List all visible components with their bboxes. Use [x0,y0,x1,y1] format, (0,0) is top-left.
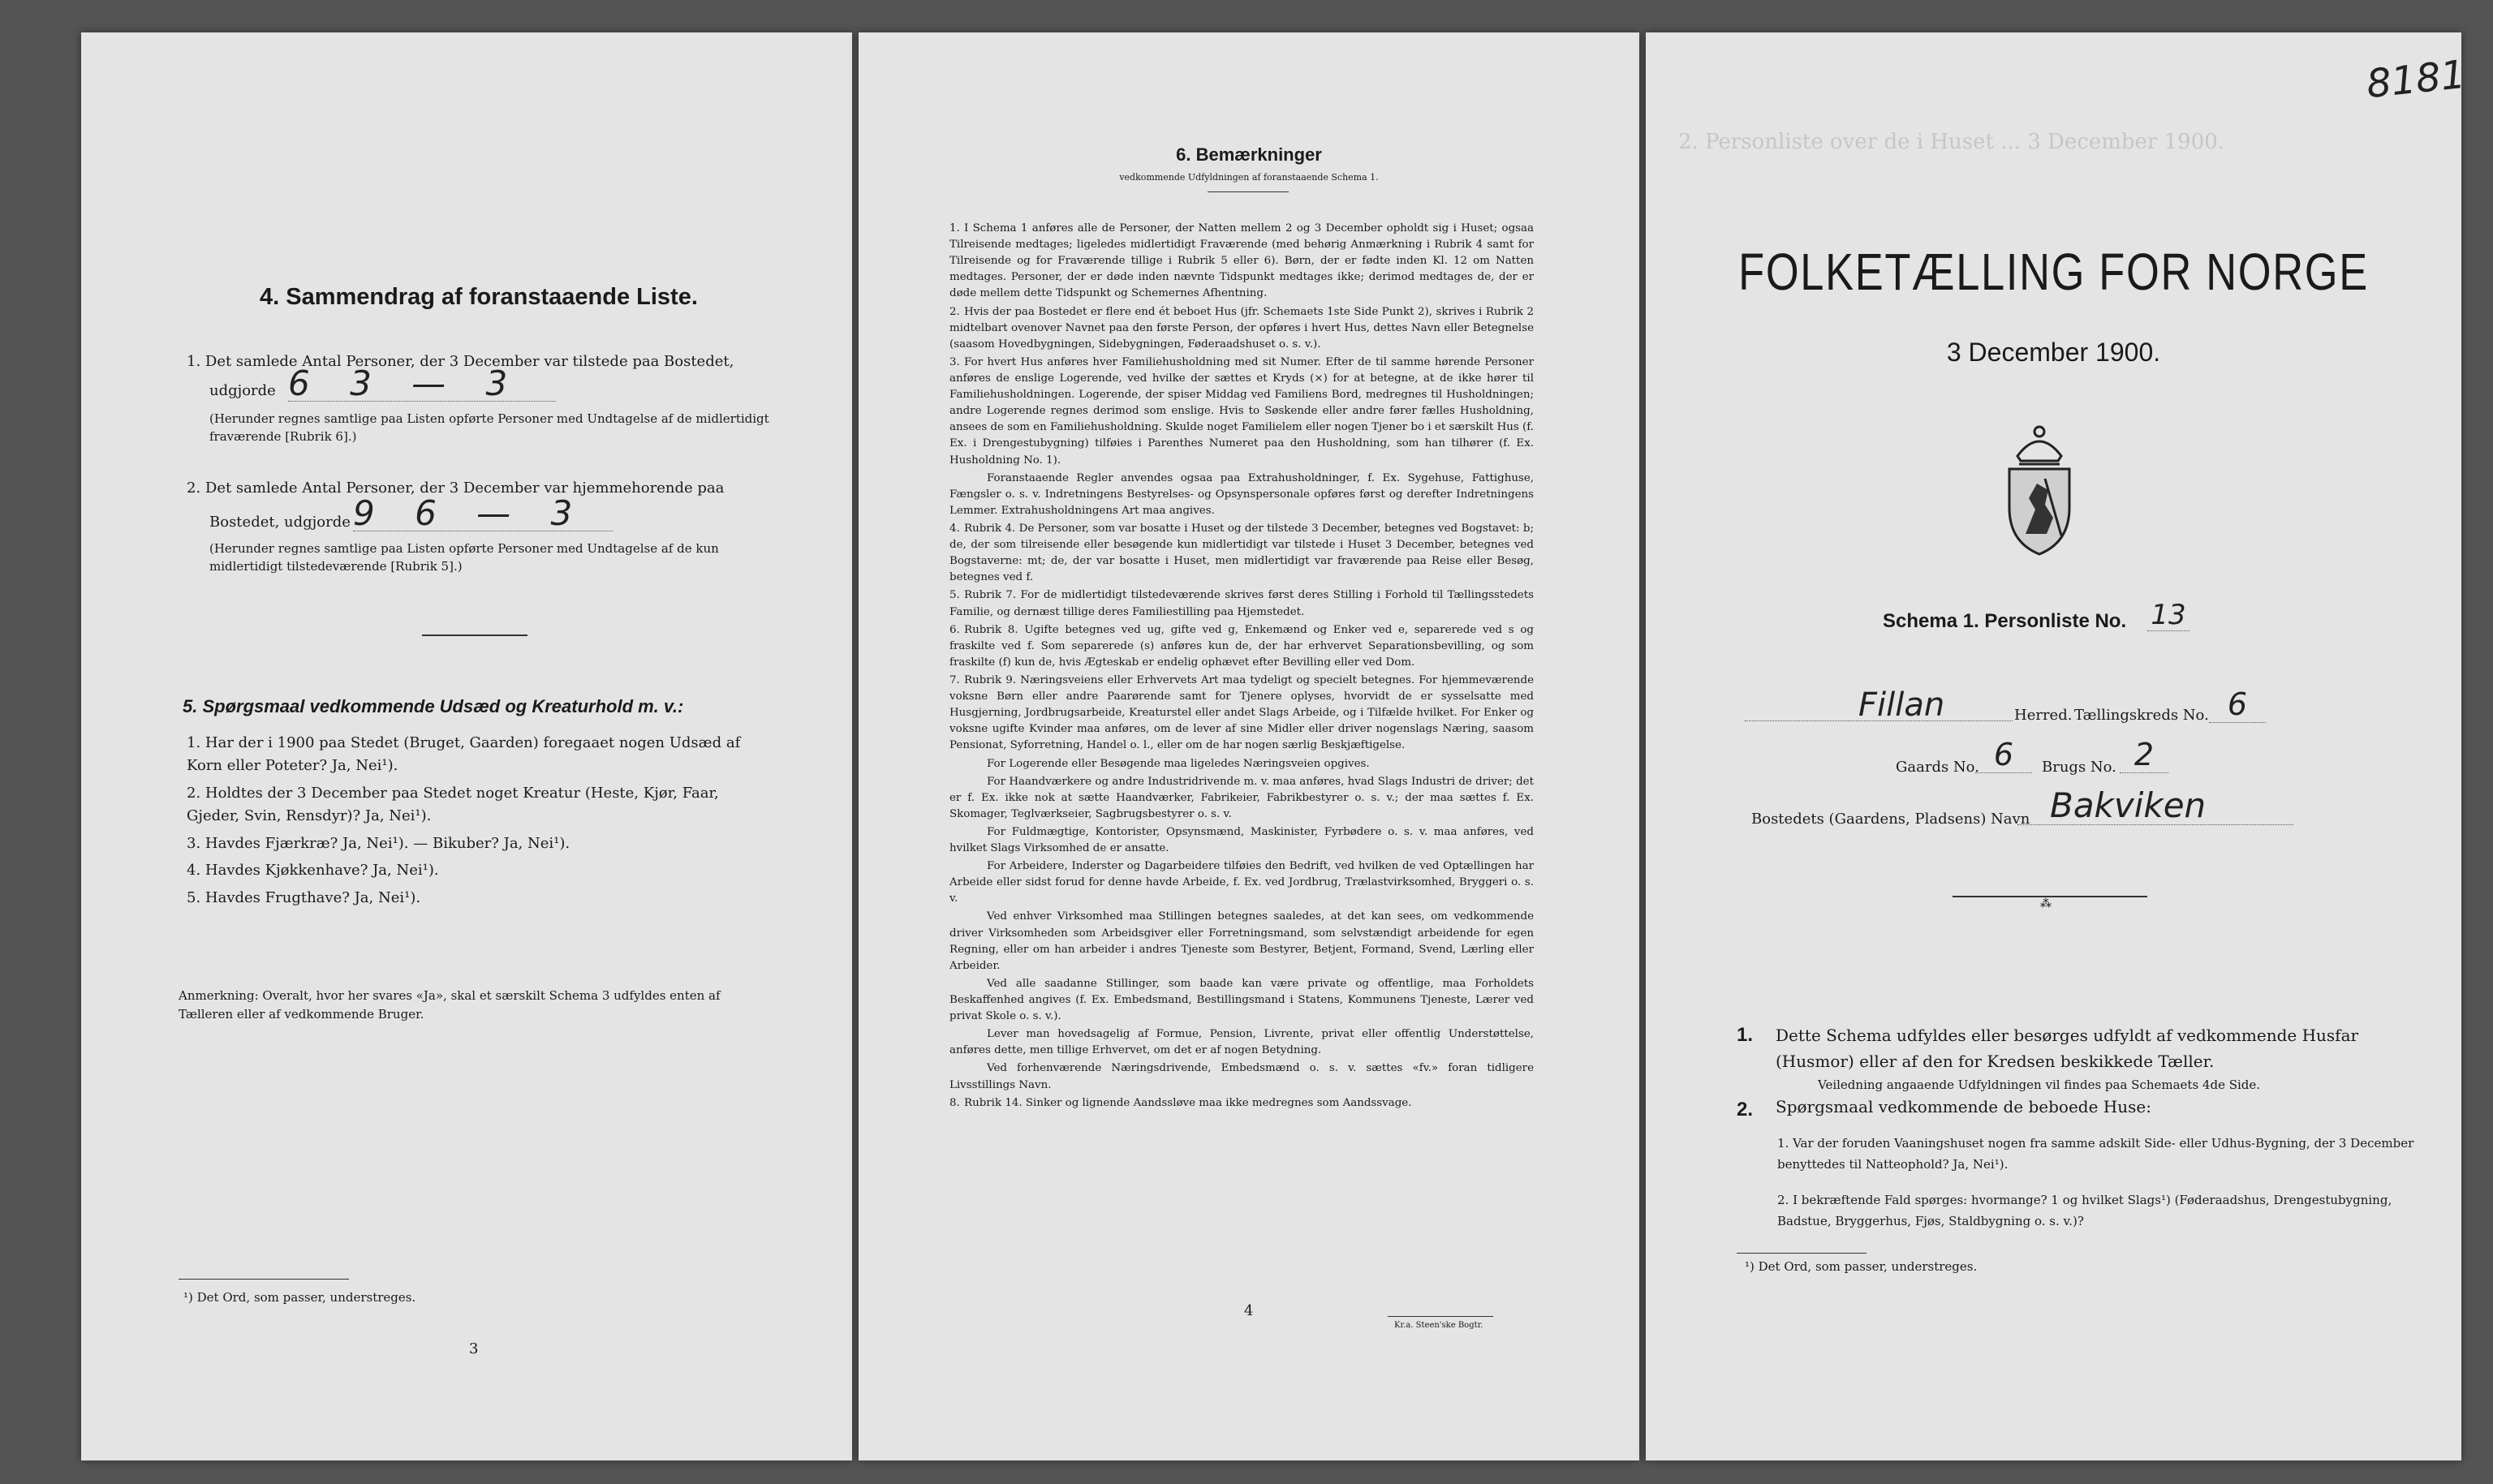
remark-text: Foranstaaende Regler anvendes ogsaa paa Extrahusholdninger, f. Ex. Sygehuse, Fattighuse, Fængsler o. s. v. Indretningens Bestyrelses- og Opsynspersonale opføres først og derefter Indretningens Lemmer. Extrahusholdningens Art maa angives. [949,471,1534,517]
remark-text: For Arbeidere, Inderster og Dagarbeidere tilføies den Bedrift, ved hvilken de ved Optællingen har Arbeide eller sidst forud for denne havde Arbeide, f. Ex. ved Jordbrug, Trælastvirksomhed, Bryggeri o. s. v. [949,860,1534,905]
herred-label: Herred. [2014,707,2073,724]
remark-number: 7. [949,673,960,686]
footnote-rule [1737,1253,1867,1254]
remark-paragraph [949,756,1534,772]
item2-line2: Bostedet, udgjorde [209,514,351,531]
remark-text: Ved enhver Virksomhed maa Stillingen betegnes saaledes, at det kan sees, om vedkommende driver Virksomheden som Arbeidsgiver eller Forretningsmand, som selvstændigt arbeidende for egen Regning, eller om han arbeider i andres Tjeneste som Bestyrer, Betjent, Formand, Svend, Lærling eller Arbeider. [949,910,1534,972]
remark-text: For Fuldmægtige, Kontorister, Opsynsmænd, Maskinister, Fyrbødere o. s. v. maa anføres, ved hvilket Slags Virksomhed de er ansatte. [949,825,1534,855]
right-page [1646,32,2468,1460]
printer-line: Kr.a. Steen'ske Bogtr. [1394,1321,1483,1330]
remark-paragraph [949,673,1534,755]
norway-coat-of-arms-icon [1995,420,2084,558]
remark-paragraph [949,587,1534,620]
question-list [187,732,771,914]
bosted-name: Bakviken [2017,787,2293,825]
item2-line: 2. Det samlede Antal Personer, der 3 December var hjemmehorende paa [187,480,725,497]
remark-paragraph [949,1060,1534,1093]
remark-paragraph [949,774,1534,823]
remark-number: 5. [949,589,960,602]
census-date: 3 December 1900. [1946,338,2161,367]
question-4: 4. Havdes Kjøkkenhave? Ja, Nei¹). [187,862,439,880]
instruction-1-number: 1. [1737,1024,1754,1046]
brugs-label: Brugs No. [2042,759,2116,776]
remark-text: Rubrik 14. Sinker og lignende Aandssløve maa ikke medregnes som Aandssvage. [964,1096,1412,1109]
remark-number: 6. [949,623,960,636]
item1-values: 6 3 — 3 [288,367,556,402]
remark-paragraph [949,1095,1534,1112]
remark-paragraph [949,622,1534,671]
remark-paragraph [949,824,1534,857]
instruction-2: Spørgsmaal vedkommende de beboede Huse: [1776,1097,2151,1116]
instruction-1: Dette Schema udfyldes eller besørges udfyldt af vedkommende Husfar (Husmor) eller af den for Kredsen beskikkede Tæller. [1776,1026,2359,1071]
remark-text: Rubrik 8. Ugifte betegnes ved ug, gifte ved g, Enkemænd og Enker ved e, separerede ved s og fraskilte ved f. Som separerede (s) anføres kun de, der har erhvervet Separationsbevilling, og som fraskilte (f) kun de, hvis Ægteskab er endelig ophævet efter Bevilling eller ved Dom. [949,623,1534,669]
remark-text: For Haandværkere og andre Industridrivende m. v. maa anføres, hvad Slags Industri de driver; det er f. Ex. ikke nok at sætte Haandværker, Fabrikeier, Fabrikbestyrer o. s. v.; der maa sættes f. Ex. Skomager, Teglværkseier, Sagbrugsbestyrer o. s. v. [949,775,1534,820]
remark-paragraph [949,909,1534,974]
remark-text: Lever man hovedsagelig af Formue, Pension, Livrente, privat eller offentlig Understøttelse, anføres dette, men tillige Erhvervet, om det er af nogen Betydning. [949,1028,1534,1057]
kreds-label: Tællingskreds No. [2074,707,2209,724]
question-5: 5. Havdes Frugthave? Ja, Nei¹). [187,889,421,907]
remark-number: 8. [949,1096,960,1109]
remarks-title: 6. Bemærkninger [1176,144,1322,165]
gaards-label: Gaards No. [1896,759,1979,776]
remark-paragraph [949,304,1534,353]
question-1: 1. Har der i 1900 paa Stedet (Bruget, Gaarden) foregaaet nogen Udsæd af Korn eller Poteter? Ja, Nei¹). [187,734,741,774]
remark-number: 4. [949,522,960,535]
remark-paragraph [949,221,1534,303]
remark-text: Rubrik 7. For de midlertidigt tilstedeværende skrives først deres Stilling i Forhold til Tællingsstedets Familie, og dernæst tillige deres Familiestilling paa Hjemstedet. [949,589,1534,618]
instruction-2-number: 2. [1737,1099,1754,1121]
remark-paragraph [949,471,1534,519]
item2-note: (Herunder regnes samtlige paa Listen opførte Personer med Undtagelse af de kun midlertidigt tilstedeværende [Rubrik 5].) [209,541,719,574]
archive-number: 8181 [2364,51,2468,108]
remark-text: Hvis der paa Bostedet er flere end ét beboet Hus (jfr. Schemaets 1ste Side Punkt 2), skrives i Rubrik 2 midtelbart ovenover Navnet paa den første Person, der opføres i hvert Hus, dettes Navn eller Betegnelse (saasom Hovedbygningen, Sidebygningen, Føderaadshuset o. s. v.). [949,305,1534,351]
remarks-subtitle: vedkommende Udfyldningen af foranstaaende Schema 1. [1119,172,1379,183]
gaards-number: 6 [1975,738,2032,773]
remark-text: Ved forhenværende Næringsdrivende, Embedsmænd o. s. v. sættes «fv.» foran tidligere Livsstillings Navn. [949,1062,1534,1091]
sub-question-2: 2. I bekræftende Fald spørges: hvormange? 1 og hvilket Slags¹) (Føderaadshus, Drengestubygning, Badstue, Bryggerhus, Fjøs, Staldbygning o. s. v.)? [1777,1193,2392,1229]
page-number: 4 [1244,1302,1254,1319]
brugs-number: 2 [2120,738,2168,773]
section5-title: 5. Spørgsmaal vedkommende Udsæd og Kreaturhold m. v.: [183,696,684,716]
sub-question-1: 1. Var der foruden Vaaningshuset nogen fra samme adskilt Side- eller Udhus-Bygning, der 3 December benyttedes til Natteophold? Ja, Nei¹). [1777,1136,2414,1172]
divider-ornament: ⁂ [2040,897,2052,910]
instruction-1-note: Veiledning angaaende Udfyldningen vil findes paa Schemaets 4de Side. [1818,1078,2261,1092]
remark-number: 1. [949,222,960,234]
schema-label: Schema 1. Personliste No. [1883,610,2127,632]
herred-name: Fillan [1858,686,1945,724]
anmerkning: Anmerkning: Overalt, hvor her svares «Ja», skal et særskilt Schema 3 udfyldes enten af Tælleren eller af vedkommende Bruger. [179,988,721,1022]
remark-text: Rubrik 9. Næringsveiens eller Erhvervets Art maa tydeligt og specielt betegnes. For hjemmeværende voksne Børn eller andre Paarørende samt for Tjenere oplyses, hvorvidt de er sysselsatte med Husgjerning, Jordbrugsarbeide, Kreaturstel eller andet Slags Arbeide, og i Tilfælde hvilket. For Enker og voksne ugifte Kvinder maa anføres, om de lever af sine Midler eller driver nogenslags Næring, saasom Pensionat, Syforretning, Handel o. l., eller om de har nogen særlig Beskjæftigelse. [949,673,1534,752]
remark-text: Rubrik 4. De Personer, som var bosatte i Huset og der tilstede 3 December, betegnes ved Bogstavet: b; de, der som tilreisende eller besøgende kun midlertidigt var tilstede i Huset 3 December, betegnes ved Bogstaverne: mt; de, der var bosatte i Huset, men midlertidigt var fraværende paa Reise eller Besøg, betegnes ved f. [949,522,1534,584]
remark-text: For Logerende eller Besøgende maa ligeledes Næringsveien opgives. [987,757,1370,770]
item2-values: 9 6 — 3 [353,497,613,531]
footnote: ¹) Det Ord, som passer, understreges. [183,1290,416,1305]
remark-paragraph [949,976,1534,1025]
left-page [81,32,852,1460]
remark-number: 2. [949,305,960,318]
bosted-label: Bostedets (Gaardens, Pladsens) Navn [1751,811,2030,828]
question-2: 2. Holdtes der 3 December paa Stedet noget Kreatur (Heste, Kjør, Faar, Gjeder, Svin, Rensdyr)? Ja, Nei¹). [187,784,719,824]
remark-number: 3. [949,355,960,368]
census-title: FOLKETÆLLING FOR NORGE [1738,243,2369,301]
remark-text: For hvert Hus anføres hver Familiehusholdning med sit Numer. Efter de til samme hørende Personer anføres de enslige Logerende, ved hvilke der sættes et Kryds (×) for at betegne, at de ikke hører til Familiehusholdningen. Logerende, der spiser Middag ved Familiens Bord, medregnes til Husholdningen; andre Logerende regnes derimod som enslige. Hvis to Søskende eller andre fører fælles Husholdning, ansees de som en Familiehusholdning. Skulde noget Familielem eller nogen Tjener bo i et særskilt Hus (f. Ex. i Drengestubygning) tilføies i Parenthes Numeret paa den Husholdning, som han tilhører (f. Ex. Husholdning No. 1). [949,355,1534,467]
middle-page [859,32,1639,1460]
schema-number: 13 [2147,600,2189,631]
remark-paragraph [949,1026,1534,1059]
remark-paragraph [949,858,1534,907]
item1-udgjorde: udgjorde [209,382,276,399]
question-3: 3. Havdes Fjærkræ? Ja, Nei¹). — Bikuber? Ja, Nei¹). [187,834,571,852]
printer-rule [1388,1316,1493,1317]
remark-text: I Schema 1 anføres alle de Personer, der Natten mellem 2 og 3 December opholdt sig i Huset; ogsaa Tilreisende medtages; ligeledes midlertidigt Fraværende (med behørig Anmærkning i Rubrik 4 samt for Tilreisende og for Fraværende tillige i Rubrik 5 eller 6). Børn, der er fødte inden Kl. 12 om Natten medtages. Personer, der er døde inden nævnte Tidspunkt medtages ikke; derimod medtages de, der er døde mellem dette Tidspunkt og Schemernes Afhentning. [949,222,1534,300]
page-number: 3 [469,1340,479,1357]
remark-text: Ved alle saadanne Stillinger, som baade kan være private og offentlige, maa Forholdets Beskaffenhed angives (f. Ex. Embedsmand, Bestillingsmand i Statens, Kommunens Tjeneste, Lærer ved privat Skole o. s. v.). [949,977,1534,1023]
item1-line: 1. Det samlede Antal Personer, der 3 December var tilstede paa Bostedet, [187,353,734,370]
kreds-number: 6 [2209,688,2266,723]
remarks-list [949,221,1534,1113]
remark-paragraph [949,521,1534,586]
divider [422,634,527,636]
footnote: ¹) Det Ord, som passer, understreges. [1745,1259,1978,1274]
item1-note: (Herunder regnes samtlige paa Listen opførte Personer med Undtagelse af de midlertidigt fraværende [Rubrik 6].) [209,411,769,444]
remark-paragraph [949,355,1534,469]
footnote-rule [179,1279,349,1280]
section4-title: 4. Sammendrag af foranstaaende Liste. [260,284,698,310]
title-rule [1208,191,1289,192]
bleed-through-header: 2. Personliste over de i Huset ... 3 December 1900. [1678,130,2225,154]
